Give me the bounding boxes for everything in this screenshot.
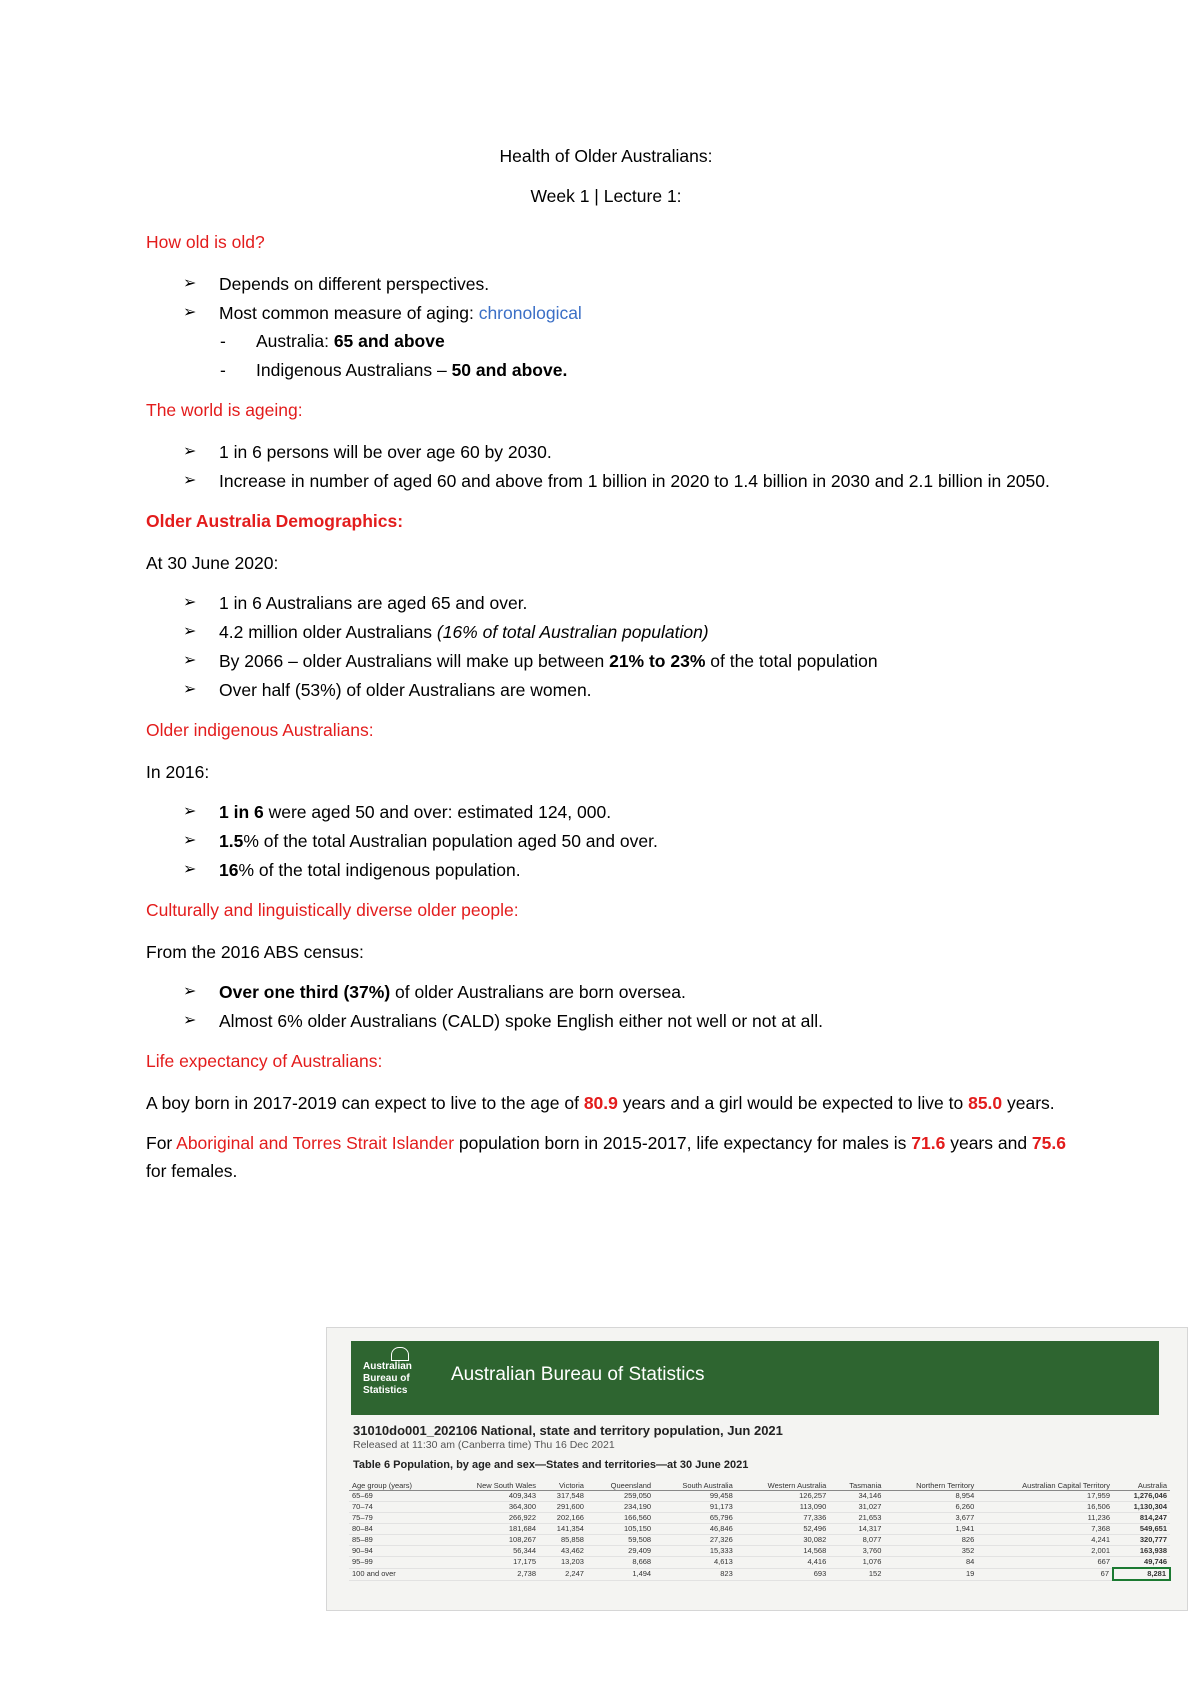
arrow-bullet-icon: ➢ (183, 1012, 197, 1029)
list-item (146, 618, 1066, 646)
list-item (146, 438, 1066, 466)
table-cell: 59,508 (587, 1535, 654, 1546)
table-cell: 84 (884, 1557, 977, 1569)
table-header-cell: South Australia (654, 1480, 736, 1491)
list-item (146, 270, 1066, 298)
table-cell: 13,203 (539, 1557, 587, 1569)
table-cell: 8,668 (587, 1557, 654, 1569)
table-cell: 266,922 (445, 1513, 540, 1524)
table-cell: 56,344 (445, 1546, 540, 1557)
arrow-bullet-icon: ➢ (183, 983, 197, 1000)
para-text: For (146, 1133, 177, 1153)
list-world-ageing (146, 438, 1066, 495)
logo-text-line: Bureau of (363, 1373, 410, 1384)
bullet-text: 1 in 6 Australians are aged 65 and over. (219, 593, 528, 613)
table-cell: 1,494 (587, 1568, 654, 1580)
table-cell: 90–94 (349, 1546, 445, 1557)
table-cell: 166,560 (587, 1513, 654, 1524)
table-cell: 11,236 (977, 1513, 1113, 1524)
highlight-chronological: chronological (478, 303, 582, 323)
table-header-cell: New South Wales (445, 1480, 540, 1491)
table-cell: 2,738 (445, 1568, 540, 1580)
table-cell: 80–84 (349, 1524, 445, 1535)
table-cell: 4,241 (977, 1535, 1113, 1546)
table-cell: 6,260 (884, 1502, 977, 1513)
sub-bold: 65 and above (333, 331, 445, 351)
logo-text-line: Statistics (363, 1385, 408, 1396)
para-text: years and a girl would be expected to live to (617, 1093, 969, 1113)
arrow-bullet-icon: ➢ (183, 275, 197, 292)
table-cell: 49,746 (1113, 1557, 1170, 1569)
list-demographics (146, 589, 1066, 704)
list-item (146, 827, 1066, 855)
population-table (349, 1480, 1171, 1581)
table-cell: 46,846 (654, 1524, 736, 1535)
table-cell: 43,462 (539, 1546, 587, 1557)
table-cell: 3,760 (829, 1546, 884, 1557)
table-header-cell: Age group (years) (349, 1480, 445, 1491)
table-cell: 30,082 (736, 1535, 830, 1546)
logo-text-line: Australian (363, 1361, 412, 1372)
table-row (349, 1568, 1170, 1580)
release-info: Released at 11:30 am (Canberra time) Thu 16 Dec 2021 (353, 1439, 615, 1451)
dash-bullet-icon: - (220, 360, 226, 380)
sublist-age-thresholds (146, 327, 1066, 384)
para-text: A boy born in 2017-2019 can expect to live to the age of (146, 1093, 584, 1113)
table-cell: 108,267 (445, 1535, 540, 1546)
table-cell: 2,001 (977, 1546, 1113, 1557)
table-cell: 2,247 (539, 1568, 587, 1580)
table-row (349, 1546, 1170, 1557)
para-text: years and (945, 1133, 1032, 1153)
bullet-text: By 2066 – older Australians will make up between (219, 651, 610, 671)
table-row (349, 1502, 1170, 1513)
table-cell: 814,247 (1113, 1513, 1170, 1524)
sublist-item (146, 327, 1066, 355)
bullet-bold: 16 (219, 860, 239, 880)
arrow-bullet-icon: ➢ (183, 623, 197, 640)
sub-text: Australia: (256, 331, 334, 351)
cald-intro: From the 2016 ABS census: (146, 942, 364, 962)
table-cell: 181,684 (445, 1524, 540, 1535)
table-cell: 4,416 (736, 1557, 830, 1569)
table-cell: 8,954 (884, 1491, 977, 1502)
table-cell: 14,317 (829, 1524, 884, 1535)
bullet-text: Depends on different perspectives. (219, 274, 490, 294)
bullet-text: % of the total Australian population aged 50 and over. (243, 831, 658, 851)
table-cell: 291,600 (539, 1502, 587, 1513)
list-item (146, 1007, 1066, 1035)
arrow-bullet-icon: ➢ (183, 803, 197, 820)
abs-logo (361, 1349, 439, 1405)
coat-of-arms-icon (391, 1347, 409, 1361)
table-cell: 85,858 (539, 1535, 587, 1546)
list-item (146, 798, 1066, 826)
arrow-bullet-icon: ➢ (183, 443, 197, 460)
table-cell: 29,409 (587, 1546, 654, 1557)
table-cell: 99,458 (654, 1491, 736, 1502)
bullet-text: Almost 6% older Australians (CALD) spoke English either not well or not at all. (219, 1011, 824, 1031)
table-header-row (349, 1480, 1170, 1491)
table-header-cell: Australia (1113, 1480, 1170, 1491)
table-cell: 141,354 (539, 1524, 587, 1535)
table-cell: 95–99 (349, 1557, 445, 1569)
table-cell: 1,276,046 (1113, 1491, 1170, 1502)
table-cell: 667 (977, 1557, 1113, 1569)
table-cell: 317,548 (539, 1491, 587, 1502)
bullet-text: of the total population (705, 651, 878, 671)
table-header-cell: Northern Territory (884, 1480, 977, 1491)
abs-spreadsheet-image (326, 1327, 1188, 1611)
table-cell: 52,496 (736, 1524, 830, 1535)
table-cell: 15,333 (654, 1546, 736, 1557)
table-header-cell: Australian Capital Territory (977, 1480, 1113, 1491)
table-row (349, 1535, 1170, 1546)
bullet-bold: Over one third (37%) (219, 982, 391, 1002)
table-cell: 75–79 (349, 1513, 445, 1524)
arrow-bullet-icon: ➢ (183, 681, 197, 698)
table-cell: 352 (884, 1546, 977, 1557)
table-cell: 70–74 (349, 1502, 445, 1513)
table-cell: 163,938 (1113, 1546, 1170, 1557)
table-header-cell: Tasmania (829, 1480, 884, 1491)
table-cell: 126,257 (736, 1491, 830, 1502)
heading-how-old-is-old: How old is old? (146, 232, 265, 252)
list-item (146, 299, 1066, 327)
bullet-bold: 1.5 (219, 831, 244, 851)
table-cell: 549,651 (1113, 1524, 1170, 1535)
value-male-life: 71.6 (911, 1133, 946, 1153)
heading-world-ageing: The world is ageing: (146, 400, 303, 420)
bullet-text: 4.2 million older Australians (219, 622, 437, 642)
abs-banner-title: Australian Bureau of Statistics (451, 1364, 705, 1385)
table-cell: 693 (736, 1568, 830, 1580)
table-cell: 31,027 (829, 1502, 884, 1513)
bullet-text: 1 in 6 persons will be over age 60 by 2030. (219, 442, 552, 462)
heading-life-expectancy: Life expectancy of Australians: (146, 1051, 383, 1071)
bullet-text: % of the total indigenous population. (238, 860, 521, 880)
table-cell: 823 (654, 1568, 736, 1580)
table-cell: 105,150 (587, 1524, 654, 1535)
table-cell: 3,677 (884, 1513, 977, 1524)
bullet-text: were aged 50 and over: estimated 124, 000. (263, 802, 612, 822)
life-expectancy-paragraph-2 (146, 1129, 1066, 1185)
abs-banner (351, 1341, 1159, 1415)
indigenous-intro: In 2016: (146, 762, 210, 782)
para-text: years. (1002, 1093, 1055, 1113)
table-row (349, 1513, 1170, 1524)
list-how-old (146, 270, 1066, 327)
bullet-text: Most common measure of aging: (219, 303, 479, 323)
table-cell: 17,959 (977, 1491, 1113, 1502)
arrow-bullet-icon: ➢ (183, 472, 197, 489)
table-cell: 67 (977, 1568, 1113, 1580)
table-cell: 85–89 (349, 1535, 445, 1546)
table-cell: 113,090 (736, 1502, 830, 1513)
table-cell: 65–69 (349, 1491, 445, 1502)
arrow-bullet-icon: ➢ (183, 652, 197, 669)
doc-title: Health of Older Australians: (499, 146, 713, 166)
value-female-life: 75.6 (1031, 1133, 1066, 1153)
table-cell: 826 (884, 1535, 977, 1546)
para-text: population born in 2015-2017, life expectancy for males is (454, 1133, 912, 1153)
table-cell: 8,077 (829, 1535, 884, 1546)
table-cell: 65,796 (654, 1513, 736, 1524)
value-girl-life: 85.0 (968, 1093, 1003, 1113)
demographics-intro: At 30 June 2020: (146, 553, 279, 573)
arrow-bullet-icon: ➢ (183, 304, 197, 321)
heading-demographics: Older Australia Demographics: (146, 511, 404, 531)
life-expectancy-paragraph-1 (146, 1089, 1066, 1117)
list-item (146, 467, 1066, 495)
list-item (146, 647, 1066, 675)
list-cald (146, 978, 1066, 1035)
heading-cald: Culturally and linguistically diverse older people: (146, 900, 519, 920)
table-cell: 16,506 (977, 1502, 1113, 1513)
table-id: 31010do001_202106 National, state and territory population, Jun 2021 (353, 1423, 783, 1438)
value-boy-life: 80.9 (583, 1093, 618, 1113)
table-cell: 259,050 (587, 1491, 654, 1502)
bullet-italic: (16% of total Australian population) (436, 622, 709, 642)
table-cell: 4,613 (654, 1557, 736, 1569)
table-cell: 91,173 (654, 1502, 736, 1513)
bullet-bold: 21% to 23% (609, 651, 706, 671)
table-cell: 1,130,304 (1113, 1502, 1170, 1513)
table-row (349, 1557, 1170, 1569)
list-item (146, 978, 1066, 1006)
table-row (349, 1491, 1170, 1502)
list-item (146, 676, 1066, 704)
table-cell: 34,146 (829, 1491, 884, 1502)
bullet-text: Increase in number of aged 60 and above from 1 billion in 2020 to 1.4 billion in 2030 and 2.1 billion in 2050. (219, 471, 1050, 491)
table-cell: 409,343 (445, 1491, 540, 1502)
table-header-cell: Victoria (539, 1480, 587, 1491)
highlight-atsi: Aboriginal and Torres Strait Islander (176, 1133, 455, 1153)
bullet-text: Over half (53%) of older Australians are women. (219, 680, 592, 700)
table-title: Table 6 Population, by age and sex—States and territories—at 30 June 2021 (353, 1459, 749, 1471)
table-cell: 14,568 (736, 1546, 830, 1557)
list-item (146, 856, 1066, 884)
table-cell: 1,941 (884, 1524, 977, 1535)
table-cell: 7,368 (977, 1524, 1113, 1535)
table-cell: 152 (829, 1568, 884, 1580)
table-cell: 234,190 (587, 1502, 654, 1513)
sub-text: Indigenous Australians – (256, 360, 452, 380)
table-cell: 27,326 (654, 1535, 736, 1546)
table-cell: 77,336 (736, 1513, 830, 1524)
abs-table-meta (353, 1424, 1173, 1472)
arrow-bullet-icon: ➢ (183, 594, 197, 611)
bullet-text: of older Australians are born oversea. (390, 982, 686, 1002)
doc-subtitle: Week 1 | Lecture 1: (530, 186, 682, 206)
list-item (146, 589, 1066, 617)
table-cell: 21,653 (829, 1513, 884, 1524)
arrow-bullet-icon: ➢ (183, 832, 197, 849)
table-cell: 17,175 (445, 1557, 540, 1569)
arrow-bullet-icon: ➢ (183, 861, 197, 878)
table-cell: 8,281 (1113, 1568, 1170, 1580)
para-text: for females. (146, 1161, 238, 1181)
table-row (349, 1524, 1170, 1535)
table-cell: 100 and over (349, 1568, 445, 1580)
sub-bold: 50 and above. (451, 360, 568, 380)
table-body (349, 1491, 1170, 1581)
table-cell: 320,777 (1113, 1535, 1170, 1546)
table-cell: 19 (884, 1568, 977, 1580)
list-indigenous (146, 798, 1066, 884)
table-cell: 202,166 (539, 1513, 587, 1524)
table-cell: 364,300 (445, 1502, 540, 1513)
dash-bullet-icon: - (220, 331, 226, 351)
document-body (146, 142, 1066, 1197)
table-header-cell: Queensland (587, 1480, 654, 1491)
sublist-item (146, 356, 1066, 384)
table-header-cell: Western Australia (736, 1480, 830, 1491)
bullet-bold: 1 in 6 (219, 802, 264, 822)
heading-indigenous: Older indigenous Australians: (146, 720, 374, 740)
table-cell: 1,076 (829, 1557, 884, 1569)
